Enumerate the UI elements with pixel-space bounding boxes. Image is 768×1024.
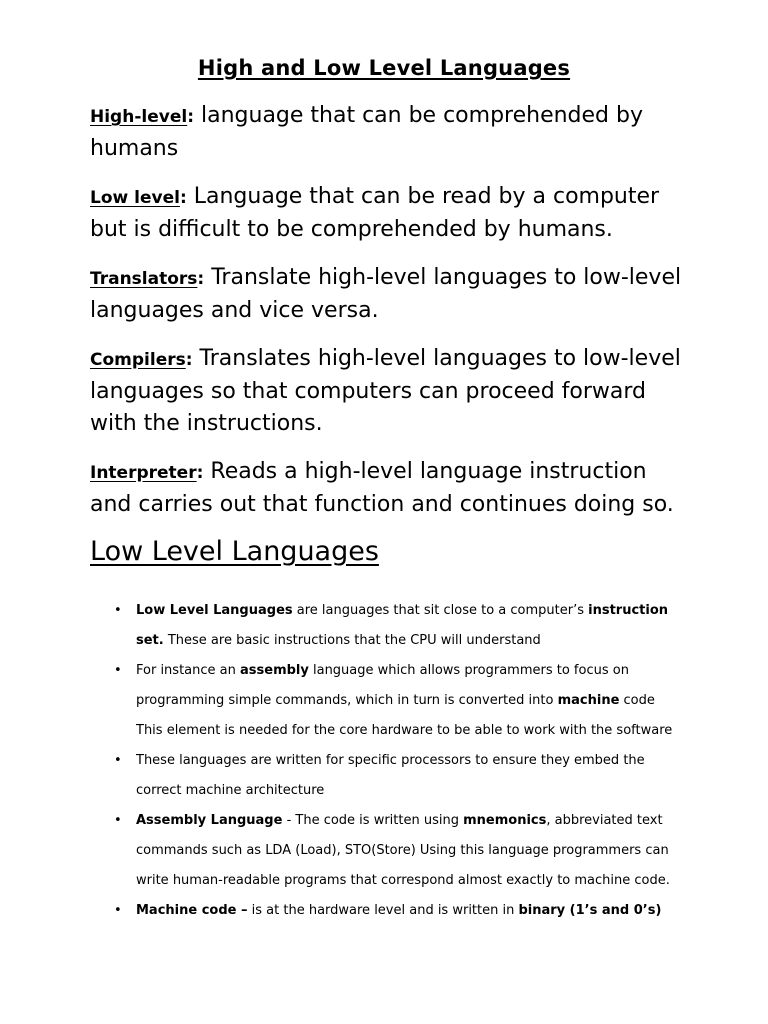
bullet-list bbox=[136, 596, 676, 926]
definition-low-level bbox=[90, 181, 690, 246]
item-text: are languages that sit close to a computer’s bbox=[292, 603, 589, 618]
definition-term: Low level bbox=[90, 188, 180, 208]
item-text: code This element is needed for the core hardware to be able to work with the software bbox=[136, 693, 673, 738]
document-title: High and Low Level Languages bbox=[197, 56, 571, 80]
definition-colon: : bbox=[196, 463, 204, 483]
list-item bbox=[136, 896, 676, 926]
definition-interpreter bbox=[90, 456, 690, 521]
bold-text: instruction set. bbox=[136, 603, 669, 648]
definition-text: language that can be comprehended by humans bbox=[90, 103, 644, 161]
item-text: These languages are written for specific processors to ensure they embed the correct machine architecture bbox=[136, 753, 645, 798]
bold-text: mnemonics bbox=[463, 813, 547, 828]
item-text: These are basic instructions that the CPU will understand bbox=[163, 633, 541, 648]
item-text: , abbreviated text commands such as LDA (Load), STO(Store) Using this language programmers can write human-readable programs that correspond almost exactly to machine code. bbox=[136, 813, 670, 888]
definition-text: Translate high-level languages to low-level languages and vice versa. bbox=[90, 265, 682, 323]
definition-term: Interpreter bbox=[90, 463, 197, 483]
definition-compilers bbox=[90, 343, 690, 440]
definition-colon: : bbox=[197, 269, 205, 289]
bold-text: Low Level Languages bbox=[136, 603, 293, 618]
item-text: is at the hardware level and is written in bbox=[247, 903, 519, 918]
definition-high-level bbox=[90, 100, 690, 165]
definition-translators bbox=[90, 262, 690, 327]
definitions-list bbox=[90, 100, 690, 537]
bold-text: assembly bbox=[240, 663, 309, 678]
definition-colon: : bbox=[179, 188, 187, 208]
section-heading: Low Level Languages bbox=[90, 536, 379, 567]
definition-colon: : bbox=[187, 107, 194, 127]
bold-text: Machine code – bbox=[136, 903, 248, 918]
list-item bbox=[136, 746, 676, 806]
definition-term: Compilers bbox=[90, 350, 186, 370]
bold-text: binary (1’s and 0’s) bbox=[518, 903, 662, 918]
list-item bbox=[136, 806, 676, 896]
definition-term: Translators bbox=[90, 269, 198, 289]
definition-text: Language that can be read by a computer but is difficult to be comprehended by humans. bbox=[90, 184, 660, 242]
definition-text: Translates high-level languages to low-level languages so that computers can proceed forward with the instructions. bbox=[90, 346, 681, 436]
definition-text: Reads a high-level language instruction and carries out that function and continues doing so. bbox=[90, 459, 674, 517]
list-item bbox=[136, 656, 676, 746]
definition-colon: : bbox=[185, 350, 193, 370]
bold-text: machine bbox=[557, 693, 620, 708]
list-item bbox=[136, 596, 676, 656]
bold-text: Assembly Language bbox=[136, 813, 283, 828]
definition-term: High-level bbox=[90, 107, 188, 127]
item-text: language which allows programmers to focus on programming simple commands, which in turn is converted into bbox=[136, 663, 629, 708]
item-text: - The code is written using bbox=[282, 813, 464, 828]
item-text: For instance an bbox=[136, 663, 240, 678]
